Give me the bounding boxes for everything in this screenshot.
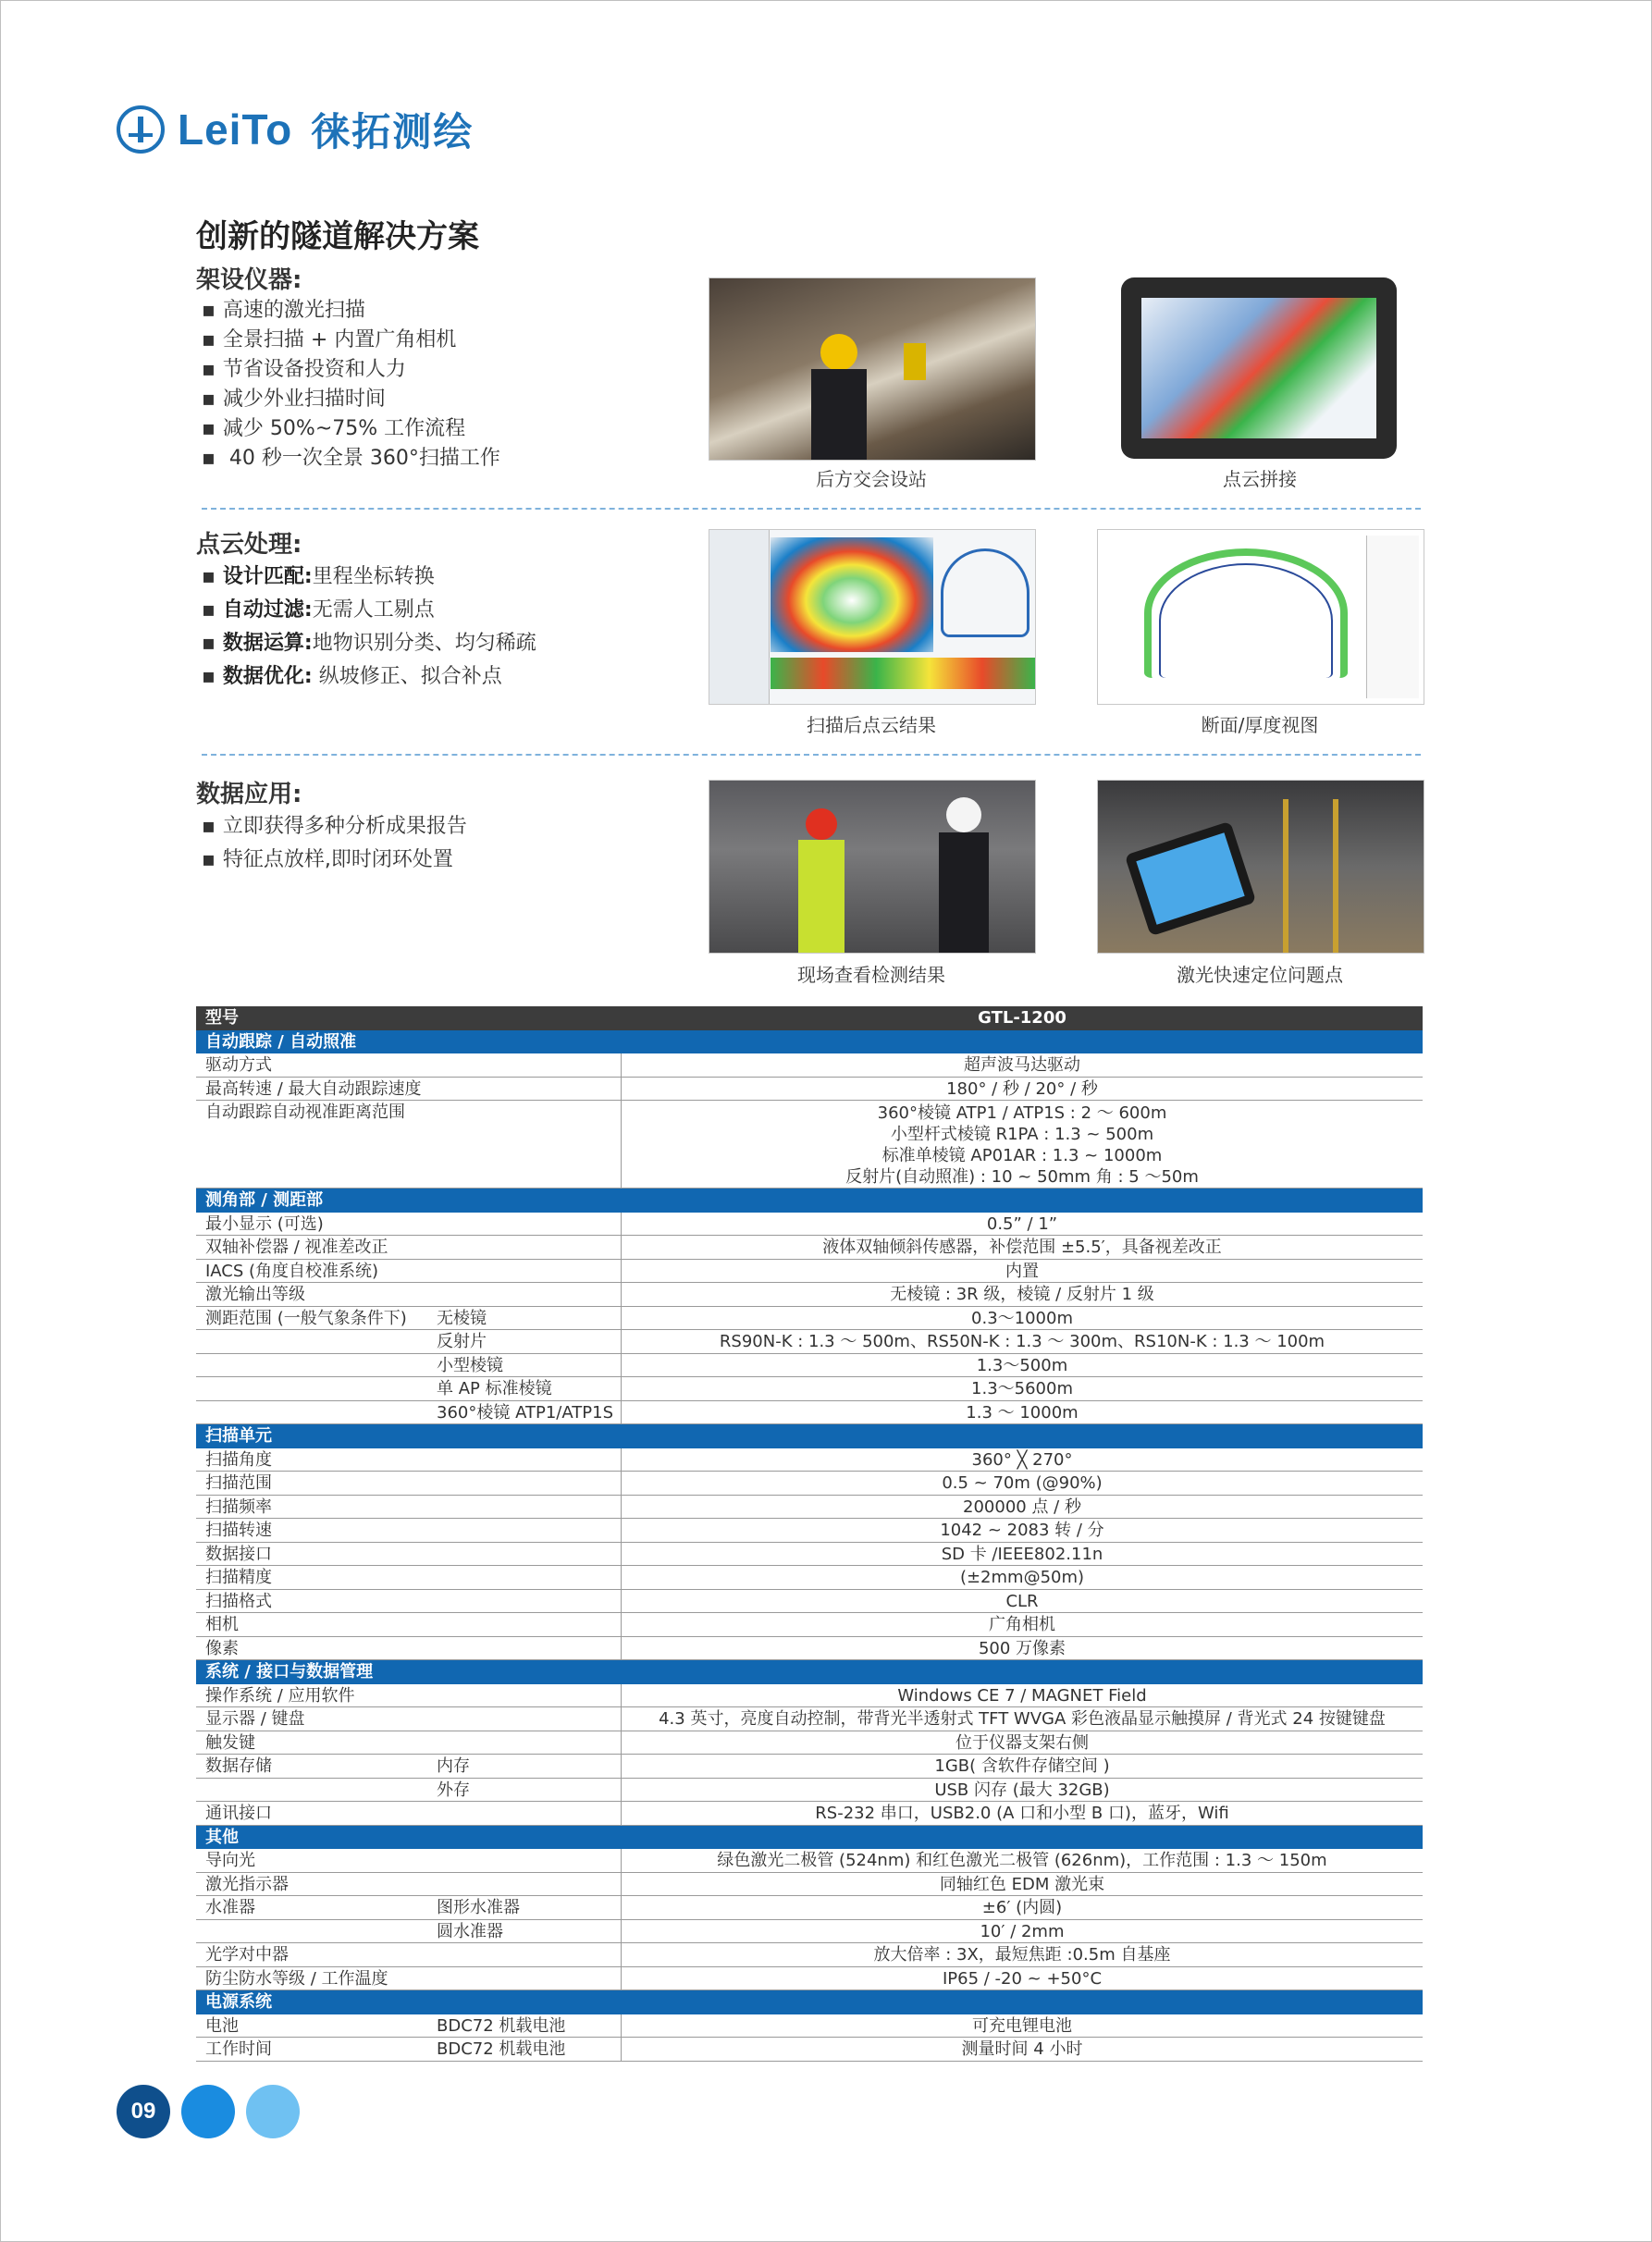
row-label: 扫描精度: [196, 1566, 622, 1589]
row-value: USB 闪存 (最大 32GB): [934, 1780, 1110, 1800]
item-text: 地物识别分类、均匀稀疏: [312, 632, 536, 655]
tablet-screen: [1136, 832, 1244, 924]
row-value: [622, 1101, 1423, 1188]
helmet-shape: [806, 808, 837, 840]
photo-point-cloud-result: [709, 529, 1036, 705]
row-label: [196, 1401, 622, 1424]
section-title-cloud: 点云处理:: [196, 531, 302, 559]
row-value: (±2mm@50m): [959, 1568, 1085, 1587]
row-value: 0.3～1000m: [971, 1308, 1073, 1328]
row-value: 测量时间 4 小时: [961, 2039, 1083, 2059]
table-row: [196, 1496, 1423, 1520]
row-label: [196, 1920, 622, 1943]
header-label: 型号: [205, 1008, 239, 1028]
table-row: [196, 1613, 1423, 1637]
table-row: [196, 1401, 1423, 1425]
tree-panel: [709, 530, 770, 704]
item-text: 纵坡修正、拟合补点: [312, 665, 502, 688]
table-row: [196, 1472, 1423, 1496]
worker-shape: [939, 832, 989, 953]
photo-laser-locate: [1097, 780, 1424, 954]
table-row: [196, 1213, 1423, 1237]
table-row: [196, 1920, 1423, 1944]
row-label: 通讯接口: [196, 1802, 622, 1825]
label-sub: BDC72 机载电池: [437, 2039, 566, 2059]
category-row: [196, 1424, 1423, 1448]
category-row: [196, 1990, 1423, 2014]
caption-resection: 后方交会设站: [816, 468, 927, 490]
label-sub: 单 AP 标准棱镜: [437, 1379, 552, 1398]
row-value: 4.3 英寸，亮度自动控制，带背光半透射式 TFT WVGA 彩色液晶显示触摸屏 / 背光式 24 按键键盘: [659, 1709, 1386, 1729]
decor-circle: [181, 2085, 235, 2138]
caption-cloud-result: 扫描后点云结果: [807, 714, 936, 736]
row-value: 0.5 ~ 70m (@90%): [942, 1473, 1103, 1493]
app-list: [202, 810, 467, 877]
row-label: 防尘防水等级 / 工作温度: [196, 1967, 622, 1990]
row-value: 500 万像素: [978, 1638, 1066, 1658]
row-value: 放大倍率 : 3X，最短焦距 :0.5m 自基座: [873, 1945, 1171, 1965]
row-value: CLR: [1005, 1591, 1039, 1611]
row-label: [196, 2038, 622, 2061]
profile-strip: [771, 658, 1035, 689]
row-value: 1.3 ～ 1000m: [966, 1402, 1079, 1423]
page-title: 创新的隧道解决方案: [196, 218, 479, 255]
section-title-app: 数据应用:: [196, 781, 302, 808]
helmet-shape: [946, 797, 981, 832]
label-sub: BDC72 机载电池: [437, 2015, 566, 2036]
row-value: 超声波马达驱动: [964, 1055, 1080, 1075]
row-label: 扫描范围: [196, 1472, 622, 1495]
row-label: [196, 1896, 622, 1919]
row-label: 显示器 / 键盘: [196, 1707, 622, 1731]
table-row: [196, 1967, 1423, 1991]
category-label: 系统 / 接口与数据管理: [205, 1662, 374, 1682]
table-row: [196, 1849, 1423, 1873]
list-item: [202, 627, 536, 660]
setup-list: [202, 296, 500, 474]
tablet-screen: [1141, 298, 1376, 438]
table-header: [196, 1006, 1423, 1030]
label-sub: 无棱镜: [437, 1308, 487, 1328]
row-value: ±6′ (内圆): [981, 1898, 1063, 1917]
logo-icon: [117, 105, 165, 154]
row-label: [196, 1377, 622, 1400]
decor-circle: [246, 2085, 300, 2138]
list-item: [202, 594, 536, 627]
row-value: 可充电锂电池: [972, 2015, 1072, 2036]
row-label: 像素: [196, 1637, 622, 1660]
label-sub: 图形水准器: [437, 1898, 520, 1917]
row-label: 激光输出等级: [196, 1283, 622, 1306]
list-item: ▪ 减少外业扫描时间: [202, 385, 500, 414]
item-label: 自动过滤:: [222, 598, 313, 622]
spec-table: [196, 1006, 1423, 2062]
row-label: 激光指示器: [196, 1873, 622, 1896]
brand-logo: [117, 104, 474, 155]
design-line: [1159, 563, 1333, 678]
item-label: 设计匹配:: [222, 565, 313, 588]
row-label: 最小显示 (可选): [196, 1213, 622, 1236]
row-value: 200000 点 / 秒: [963, 1497, 1081, 1517]
row-label: 光学对中器: [196, 1943, 622, 1966]
table-row: [196, 1684, 1423, 1708]
worker-shape: [798, 840, 844, 953]
table-row: [196, 1236, 1423, 1260]
row-label: 扫描角度: [196, 1448, 622, 1472]
caption-section-view: 断面/厚度视图: [1201, 714, 1319, 736]
category-row: [196, 1189, 1423, 1213]
table-row: [196, 1731, 1423, 1755]
row-value: 1042 ~ 2083 转 / 分: [940, 1521, 1104, 1540]
list-item: ▪ 立即获得多种分析成果报告: [202, 810, 467, 844]
item-label: 数据运算:: [222, 632, 313, 655]
row-value: 液体双轴倾斜传感器，补偿范围 ±5.5′，具备视差改正: [822, 1238, 1222, 1257]
list-item: [202, 660, 536, 694]
row-label: 触发键: [196, 1731, 622, 1755]
divider: [202, 508, 1421, 510]
row-value: 广角相机: [989, 1615, 1055, 1634]
row-label: 操作系统 / 应用软件: [196, 1684, 622, 1707]
item-text: 里程坐标转换: [312, 565, 435, 588]
row-value: IP65 / -20 ~ +50°C: [942, 1968, 1103, 1989]
label-sub: 360°棱镜 ATP1/ATP1S: [437, 1402, 614, 1423]
row-label: 双轴补偿器 / 视准差改正: [196, 1236, 622, 1259]
caption-onsite: 现场查看检测结果: [797, 964, 945, 986]
label-sub: 反射片: [437, 1332, 487, 1351]
table-row: [196, 1307, 1423, 1331]
table-row: [196, 2014, 1423, 2039]
category-label: 电源系统: [205, 1992, 272, 2012]
row-label: 扫描频率: [196, 1496, 622, 1519]
table-row: [196, 1896, 1423, 1920]
row-label: 自动跟踪自动视准距离范围: [196, 1101, 622, 1188]
caption-stitching: 点云拼接: [1223, 468, 1297, 490]
table-row: [196, 1943, 1423, 1967]
caption-laser: 激光快速定位问题点: [1177, 964, 1343, 986]
photo-resection-station: [709, 277, 1036, 461]
label-sub: 内存: [437, 1756, 470, 1776]
list-item: ▪ 特征点放样,即时闭环处置: [202, 844, 467, 877]
row-value: RS90N-K : 1.3 ～ 500m、RS50N-K : 1.3 ～ 300m、RS10N-K : 1.3 ～ 100m: [719, 1332, 1325, 1351]
row-label: 扫描转速: [196, 1519, 622, 1542]
label-sub: 小型棱镜: [437, 1355, 503, 1375]
table-row: [196, 1101, 1423, 1189]
table-row: [196, 1707, 1423, 1731]
item-text: 无需人工剔点: [312, 598, 435, 622]
row-label: 数据接口: [196, 1543, 622, 1566]
row-value: 1.3～5600m: [971, 1379, 1073, 1398]
row-value: 360° ╳ 270°: [971, 1449, 1073, 1470]
row-label: 驱动方式: [196, 1053, 622, 1077]
label-main: 电池: [205, 2015, 239, 2036]
list-item: ▪ 40 秒一次全景 360°扫描工作: [202, 444, 500, 474]
row-value: RS-232 串口，USB2.0 (A 口和小型 B 口)，蓝牙，Wifi: [815, 1804, 1229, 1823]
category-label: 自动跟踪 / 自动照准: [205, 1031, 357, 1052]
section-outline: [941, 548, 1029, 637]
table-row: [196, 1590, 1423, 1614]
table-row: [196, 1260, 1423, 1284]
label-sub: 外存: [437, 1780, 470, 1800]
photo-onsite-inspection: [709, 780, 1036, 954]
label-main: 数据存储: [205, 1756, 272, 1776]
info-panel: [1366, 536, 1419, 698]
tablet-shape: [1125, 821, 1257, 937]
table-row: [196, 1779, 1423, 1803]
table-row: [196, 1519, 1423, 1543]
worker-shape: [811, 369, 867, 460]
photo-section-thickness: [1097, 529, 1424, 705]
row-label: [196, 1307, 622, 1330]
row-value: 位于仪器支架右侧: [955, 1732, 1089, 1753]
row-value: 绿色激光二极管 (524nm) 和红色激光二极管 (626nm)，工作范围 : 1.3 ～ 150m: [717, 1851, 1327, 1870]
table-row: [196, 1566, 1423, 1590]
list-item: ▪ 高速的激光扫描: [202, 296, 500, 326]
label-main: 测距范围 (一般气象条件下): [205, 1308, 407, 1328]
brand-name-cn: 徕拓测绘: [311, 109, 475, 154]
row-value: 无棱镜 : 3R 级，棱镜 / 反射片 1 级: [890, 1285, 1154, 1304]
table-row: [196, 2038, 1423, 2062]
value-line: 反射片(自动照准) : 10 ~ 50mm 角 : 5 ～50m: [845, 1167, 1199, 1187]
table-row: [196, 1053, 1423, 1078]
category-row: [196, 1030, 1423, 1054]
list-item: [202, 560, 536, 594]
item-label: 数据优化:: [222, 665, 313, 688]
category-label: 扫描单元: [205, 1426, 272, 1446]
page-number: 09: [117, 2085, 170, 2138]
row-value: 同轴红色 EDM 激光束: [939, 1874, 1105, 1894]
table-row: [196, 1078, 1423, 1102]
value-line: 小型杆式棱镜 R1PA : 1.3 ~ 500m: [890, 1125, 1154, 1144]
table-row: [196, 1448, 1423, 1472]
row-label: [196, 1330, 622, 1353]
tripod-shape: [1283, 799, 1338, 953]
table-row: [196, 1377, 1423, 1401]
row-value: 1.3～500m: [976, 1355, 1068, 1375]
table-row: [196, 1330, 1423, 1354]
helmet-shape: [820, 334, 857, 371]
table-row: [196, 1755, 1423, 1779]
row-value: Windows CE 7 / MAGNET Field: [897, 1685, 1147, 1706]
category-label: 其他: [205, 1827, 239, 1847]
list-item: ▪ 全景扫描 + 内置广角相机: [202, 326, 500, 355]
table-row: [196, 1873, 1423, 1897]
row-label: IACS (角度自校准系统): [196, 1260, 622, 1283]
divider: [202, 754, 1421, 756]
row-label: 导向光: [196, 1849, 622, 1872]
instrument-shape: [904, 343, 926, 380]
category-label: 测角部 / 测距部: [205, 1190, 324, 1210]
row-label: [196, 2014, 622, 2038]
table-row: [196, 1283, 1423, 1307]
header-model: GTL-1200: [978, 1008, 1066, 1028]
row-label: [196, 1779, 622, 1802]
cloud-view: [771, 537, 933, 652]
category-row: [196, 1826, 1423, 1850]
table-row: [196, 1354, 1423, 1378]
category-row: [196, 1660, 1423, 1684]
label-sub: 圆水准器: [437, 1921, 503, 1941]
list-item: ▪ 节省设备投资和人力: [202, 355, 500, 385]
row-label: 最高转速 / 最大自动跟踪速度: [196, 1078, 622, 1101]
label-main: 水准器: [205, 1898, 255, 1917]
row-label: 相机: [196, 1613, 622, 1636]
row-value: 1GB( 含软件存储空间 ): [934, 1756, 1110, 1776]
cloud-list: [202, 560, 536, 694]
row-value: 180° / 秒 / 20° / 秒: [946, 1078, 1098, 1099]
table-row: [196, 1543, 1423, 1567]
photo-tablet-stitching: [1121, 277, 1397, 459]
label-main: 工作时间: [205, 2039, 272, 2059]
table-row: [196, 1802, 1423, 1826]
list-item: ▪ 减少 50%~75% 工作流程: [202, 414, 500, 444]
row-label: [196, 1354, 622, 1377]
brand-name-en: LeiTo: [178, 105, 293, 154]
table-row: [196, 1637, 1423, 1661]
row-value: 10′ / 2mm: [980, 1921, 1065, 1941]
row-value: 0.5” / 1”: [986, 1213, 1058, 1234]
value-line: 标准单棱镜 AP01AR : 1.3 ~ 1000m: [881, 1146, 1163, 1165]
section-title-setup: 架设仪器:: [196, 266, 302, 294]
row-label: 扫描格式: [196, 1590, 622, 1613]
row-label: [196, 1755, 622, 1778]
row-value: 内置: [1005, 1261, 1039, 1281]
value-line: 360°棱镜 ATP1 / ATP1S : 2 ～ 600m: [877, 1103, 1167, 1123]
row-value: SD 卡 /IEEE802.11n: [941, 1544, 1103, 1564]
